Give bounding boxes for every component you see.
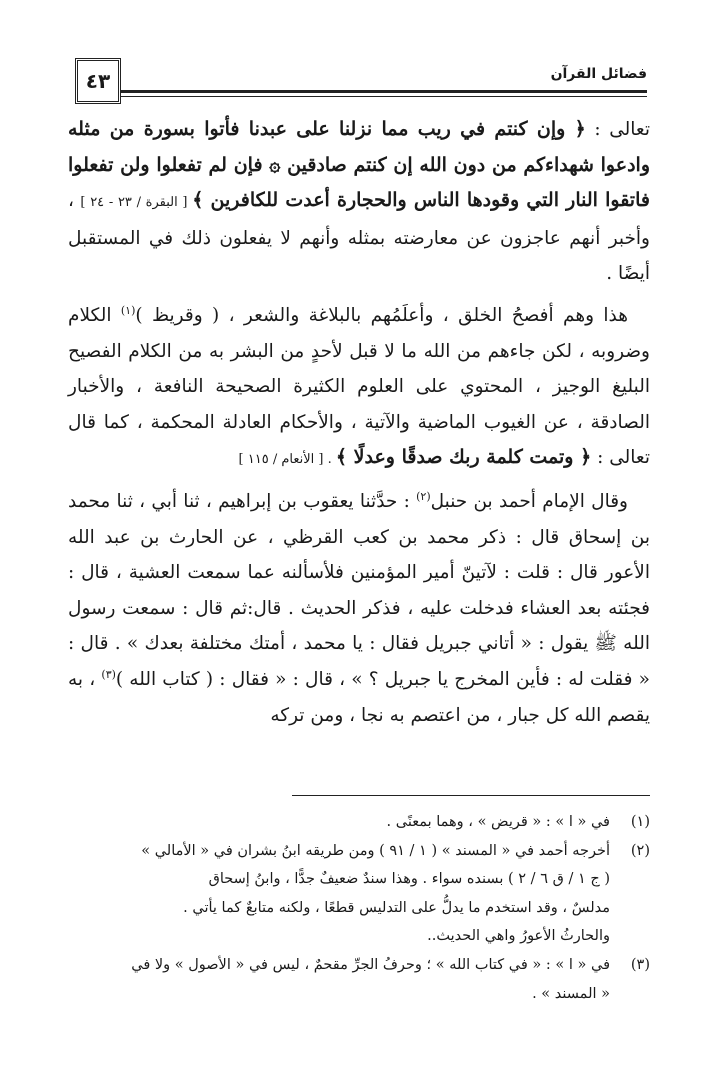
paragraph-1-tail: ، وأخبر أنهم عاجزون عن معارضته بمثله وأنهم لا يفعلون ذلك في المستقبل أيضًا . (68, 190, 650, 285)
paragraph-2-text: هذا وهم أفصحُ الخلق ، وأعلَمُهم بالبلاغة والشعر ، ( وقريظ ) (135, 304, 628, 326)
footnote-number: (٣) (630, 956, 650, 973)
page-number-box (75, 58, 121, 104)
footnote-text (68, 837, 610, 951)
surah-reference-baqarah: [ البقرة / ٢٣ - ٢٤ ] (80, 195, 193, 211)
footnote-line: ( ج ١ / ق ٦ / ٢ ) بسنده سواء . وهذا سندٌ ضعيفٌ جدًّا ، وابنُ إسحاق (208, 871, 610, 888)
footnotes (68, 808, 650, 1008)
footnote-number: (١) (630, 814, 650, 830)
footnote-line: أخرجه أحمد في « المسند » ( ١ / ٩١ ) ومن طريقه ابنُ بشران في « الأمالي » (141, 842, 610, 859)
paragraph-2-text-cont: الكلام وضروبه ، لكن جاءهم من الله ما لا قبل لأحدٍ من البشر به من الكلام الفصيح البليغ الوجيز ، المحتوي على العلوم الكثيرة الصحيحة النافعة ، والأخبار الصادقة ، عن الغيوب الماضية والآتية ، والأحكام العادلة المحكمة ، كما قال تعالى : (68, 304, 650, 469)
quran-quote-baqarah: ﴿ وإن كنتم في ريب مما نزلنا على عبدنا فأتوا بسورة من مثله وادعوا شهداءكم من دون الله إن كنتم صادقين ۞ فإن لم تفعلوا ولن تفعلوا فاتقوا النار التي وقودها الناس والحجارة أعدت للكافرين ﴾ (68, 118, 650, 212)
footnote-line: « المسند » . (532, 985, 610, 1002)
footnote-text (68, 808, 610, 837)
footnote-separator (292, 795, 650, 796)
header-rule-thick (120, 90, 647, 93)
header-rule-thin (120, 96, 647, 97)
paragraph-3-text: وقال الإمام أحمد بن حنبل (430, 490, 628, 512)
footnote-2 (68, 837, 650, 951)
footnote-marker-1[interactable]: (١) (120, 303, 136, 317)
footnote-marker-2[interactable]: (٢) (416, 489, 431, 503)
surah-reference-anam: . [ الأنعام / ١١٥ ] (238, 452, 336, 468)
paragraph-1 (68, 112, 650, 292)
paragraph-3-text-end: ، به يقصم الله كل جبار ، من اعتصم به نجا ، ومن تركه (68, 668, 650, 726)
footnote-line: مدلسٌ ، وقد استخدم ما يدلُّ على التدليس قطعًا ، ولكنه متابعٌ كما يأتي . (183, 899, 610, 916)
footnote-marker-3[interactable]: (٣) (101, 667, 116, 681)
footnote-3 (68, 951, 650, 1008)
footnote-text (68, 951, 610, 1008)
main-text (68, 112, 650, 733)
paragraph-3 (68, 484, 650, 733)
paragraph-3-text-cont: : حدَّثنا يعقوب بن إبراهيم ، ثنا أبي ، ثنا محمد بن إسحاق قال : ذكر محمد بن كعب القرظي ، عن الحارث بن عبد الله الأعور قال : قلت : لآتينّ أمير المؤمنين فلأسألنه عما سمعت العشية ، قال : فجئته بعد العشاء فدخلت عليه ، فذكر الحديث . قال:ثم قال : سمعت رسول الله ﷺ يقول : « أتاني جبريل فقال : يا محمد ، أمتك مختلفة بعدك » . قال : « فقلت له : فأين المخرج يا جبريل ؟ » ، قال : « فقال : ( كتاب الله ) (68, 490, 650, 690)
footnote-line: في « ا » : « قريض » ، وهما بمعنًى . (386, 814, 610, 830)
paragraph-1-lead: تعالى : (585, 119, 650, 140)
running-title: فضائل القرآن (550, 66, 647, 82)
page-number: ٤٣ (85, 69, 111, 93)
footnote-number: (٢) (630, 842, 650, 859)
paragraph-2 (68, 298, 650, 478)
quran-quote-anam: ﴿ وتمت كلمة ربك صدقًا وعدلًا ﴾ (335, 446, 592, 469)
footnote-1 (68, 808, 650, 837)
footnote-line: والحارثُ الأعورُ واهي الحديث.. (427, 928, 610, 945)
footnote-line: في « ا » : « في كتاب الله » ؛ وحرفُ الجرِّ مقحمٌ ، ليس في « الأصول » ولا في (131, 956, 610, 973)
